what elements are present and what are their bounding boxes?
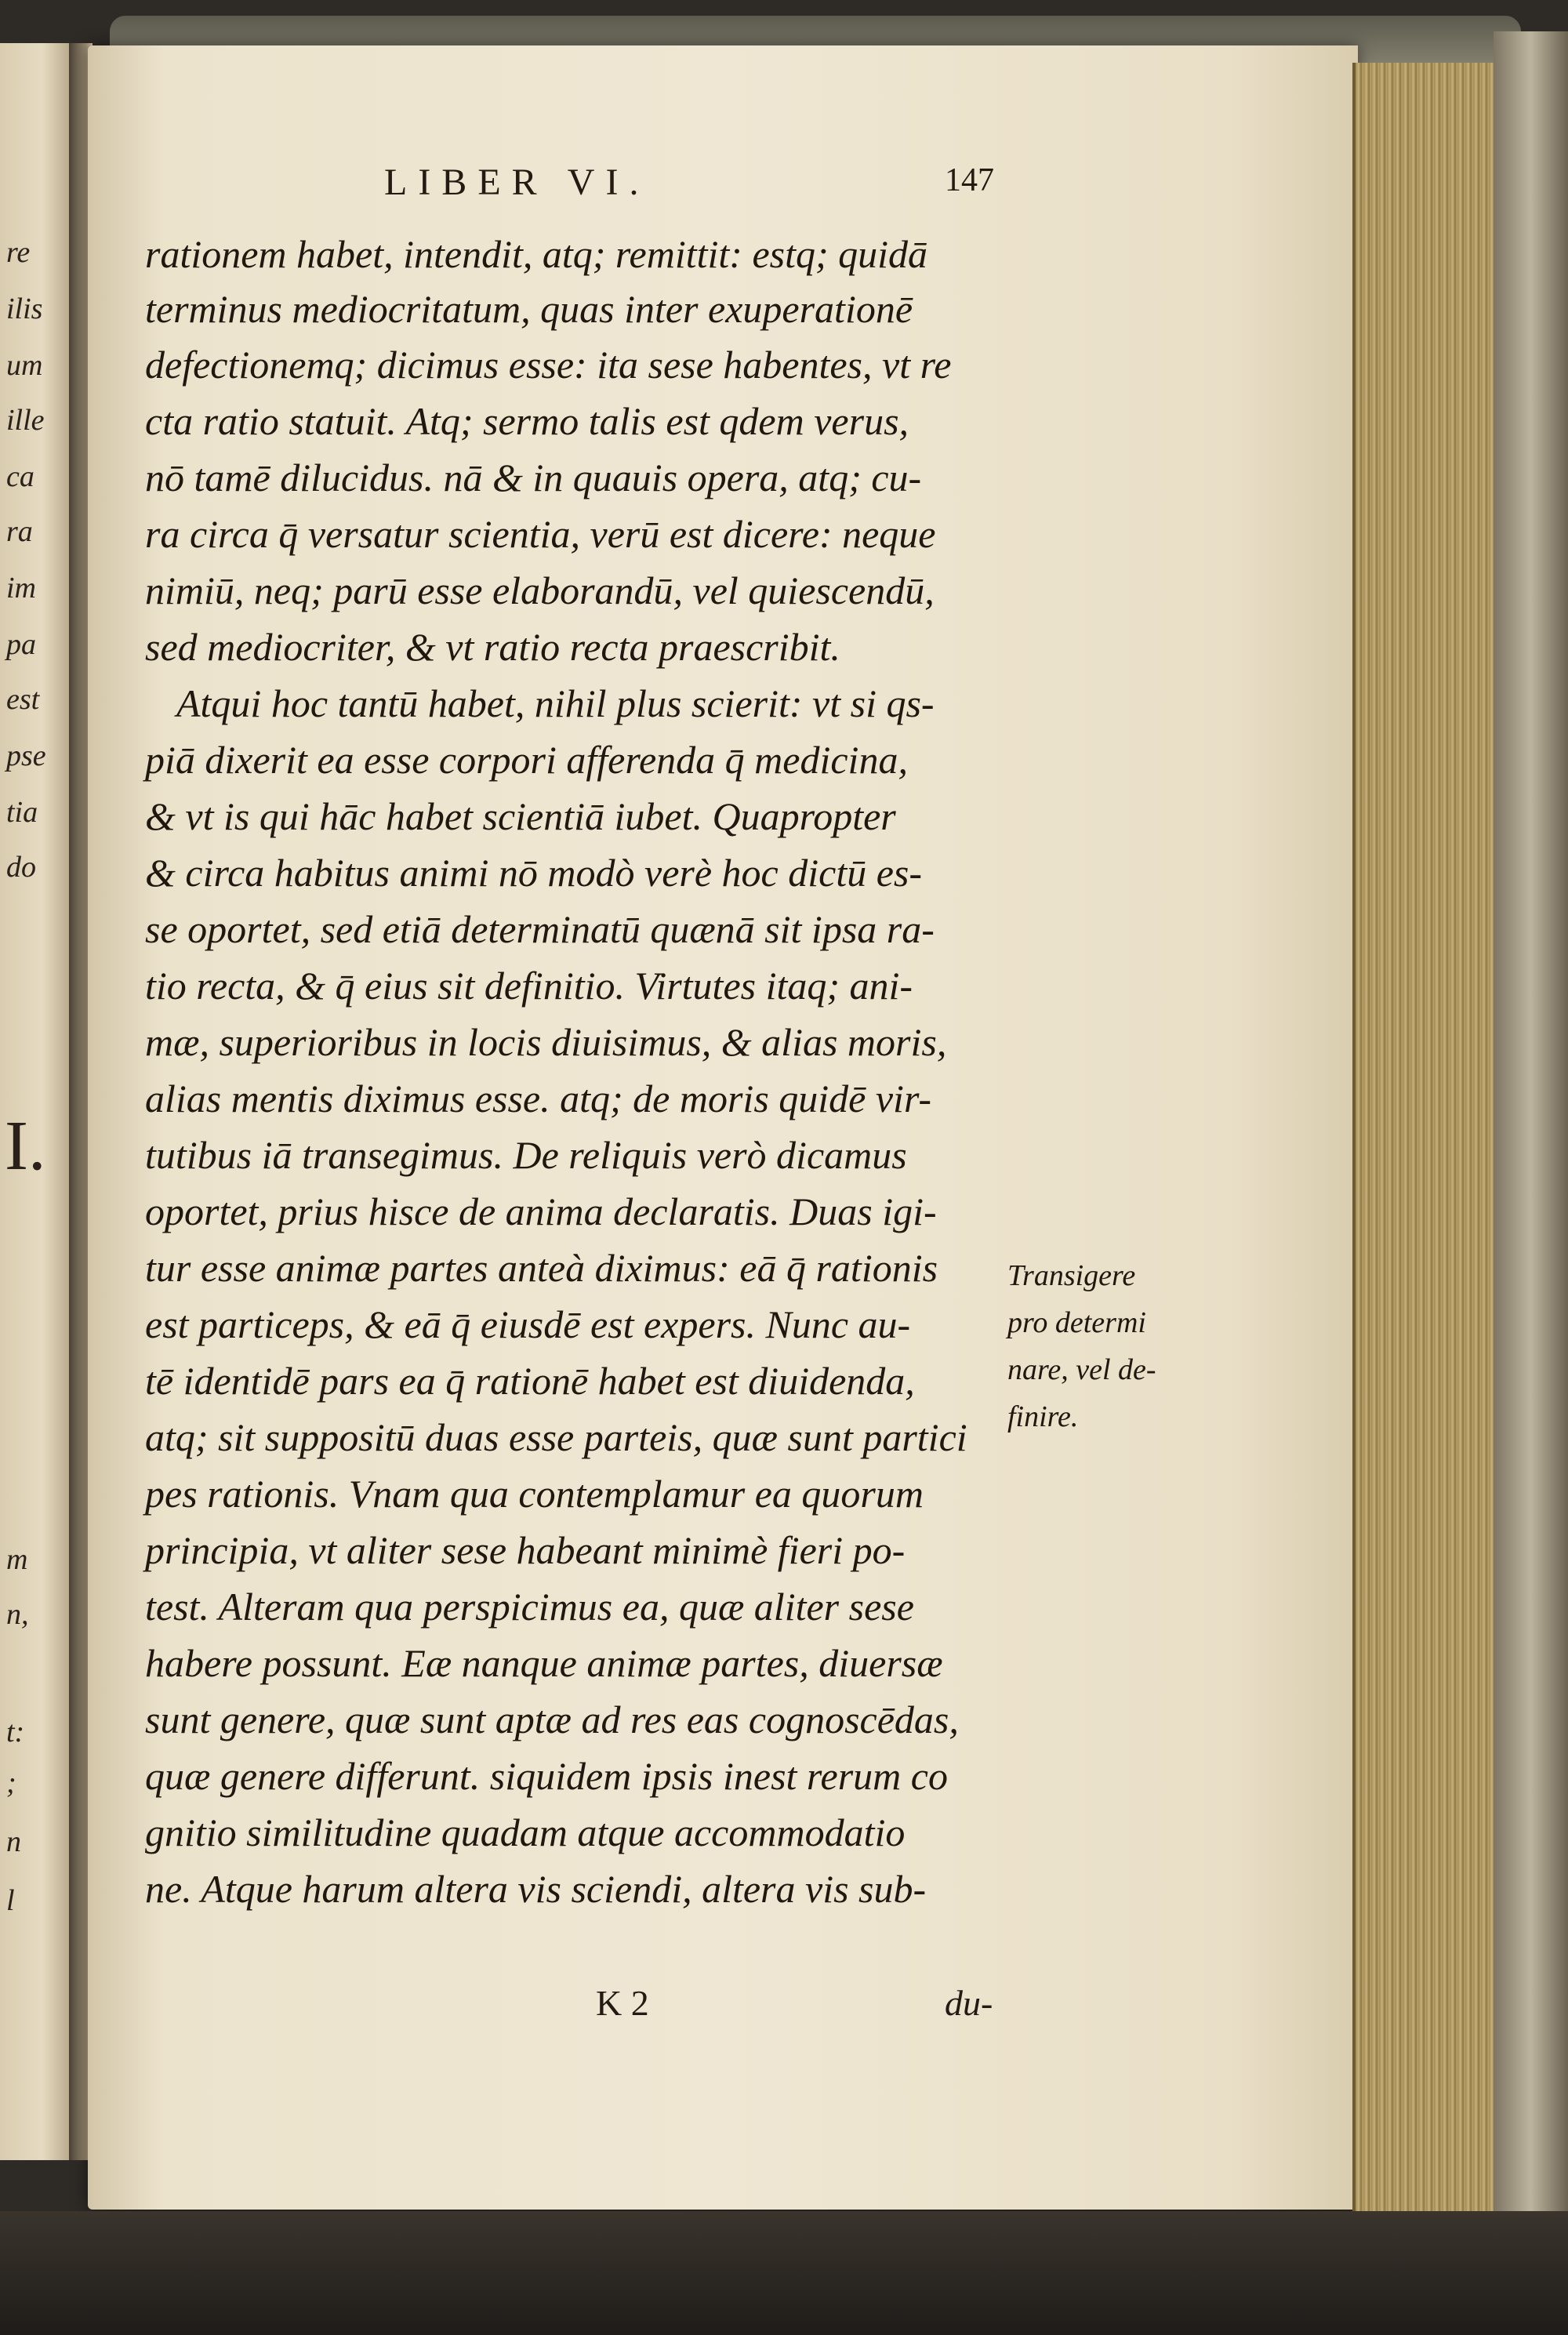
left-page-fragment: ilis [6,292,43,325]
text-line: rationem habet, intendit, atq; remittit: estq; quidā [145,232,928,276]
text-line: nō tamē dilucidus. nā & in quauis opera, atq; cu- [145,456,922,499]
text-line: terminus mediocritatum, quas inter exuperationē [145,287,913,331]
text-line: quæ genere differunt. siquidem ipsis inest rerum co [145,1754,948,1798]
left-page-fragment: um [6,349,43,382]
text-line: nimiū, neq; parū esse elaborandū, vel quiescendū, [145,568,935,612]
text-line: principia, vt aliter sese habeant minimè fieri po- [145,1528,906,1572]
text-line: sunt genere, quæ sunt aptæ ad res eas cognoscēdas, [145,1698,959,1741]
marginal-note-line: nare, vel de- [1007,1353,1156,1386]
text-line: tur esse animæ partes anteà diximus: eā q̄ rationis [145,1246,938,1290]
left-page-fragment: ra [6,515,33,548]
marginal-note-line: Transigere [1007,1259,1136,1292]
running-title: LIBER VI. [384,162,650,203]
text-line: & circa habitus animi nō modò verè hoc dictū es- [145,851,923,895]
left-page-fragment: tia [6,796,38,829]
left-page-fragment: do [6,851,36,884]
text-line: tē identidē pars ea q̄ rationē habet est diuidenda, [145,1359,915,1403]
left-page-fragment: pa [6,628,36,661]
left-page-fragment: est [6,683,40,716]
marginal-note-line: finire. [1007,1400,1079,1433]
text-line: alias mentis diximus esse. atq; de moris quidē vir- [145,1077,932,1120]
left-page-fragment: ille [6,404,45,437]
page-number: 147 [945,162,994,198]
text-line: Atqui hoc tantū habet, nihil plus scierit: vt si qs- [176,681,935,725]
marginal-note-line: pro determi [1007,1306,1146,1339]
left-page-fragment: ca [6,460,34,493]
text-line: pes rationis. Vnam qua contemplamur ea quorum [145,1472,924,1516]
text-line: ra circa q̄ versatur scientia, verū est dicere: neque [145,512,936,556]
left-page-fragment: n, [6,1598,29,1631]
left-page-initial: I. [5,1107,46,1185]
left-page-fragment: ; [6,1767,16,1799]
left-page-fragment: t: [6,1716,25,1749]
text-line: gnitio similitudine quadam atque accommodatio [145,1810,906,1854]
text-line: cta ratio statuit. Atq; sermo talis est qdem verus, [145,399,909,443]
text-line: piā dixerit ea esse corpori afferenda q̄ medicina, [145,738,908,782]
text-line: habere possunt. Eæ nanque animæ partes, diuersæ [145,1641,943,1685]
text-line: sed mediocriter, & vt ratio recta praescribit. [145,625,840,669]
text-line: se oportet, sed etiā determinatū quænā sit ipsa ra- [145,907,935,951]
left-page-fragment: m [6,1543,28,1576]
signature-mark: K 2 [596,1983,649,2023]
left-page-fragment: l [6,1884,15,1917]
text-line: test. Alteram qua perspicimus ea, quæ aliter sese [145,1585,914,1629]
text-line: defectionemq; dicimus esse: ita sese habentes, vt re [145,343,952,387]
left-page-fragment: pse [6,739,46,772]
text-line: atq; sit suppositū duas esse parteis, quæ sunt partici [145,1415,967,1459]
left-page-fragment: im [6,572,36,605]
left-page-fragment: n [6,1825,21,1858]
text-line: mæ, superioribus in locis diuisimus, & alias moris, [145,1020,947,1064]
text-line: tio recta, & q̄ eius sit definitio. Virtutes itaq; ani- [145,964,913,1008]
text-line: & vt is qui hāc habet scientiā iubet. Quapropter [145,794,896,838]
text-line: oportet, prius hisce de anima declaratis. Duas igi- [145,1189,937,1233]
text-line: tutibus iā transegimus. De reliquis verò dicamus [145,1133,907,1177]
text-line: est particeps, & eā q̄ eiusdē est expers. Nunc au- [145,1302,911,1346]
catchword: du- [945,1983,993,2023]
text-line: ne. Atque harum altera vis sciendi, altera vis sub- [145,1867,927,1911]
left-page-fragment: re [6,236,31,269]
